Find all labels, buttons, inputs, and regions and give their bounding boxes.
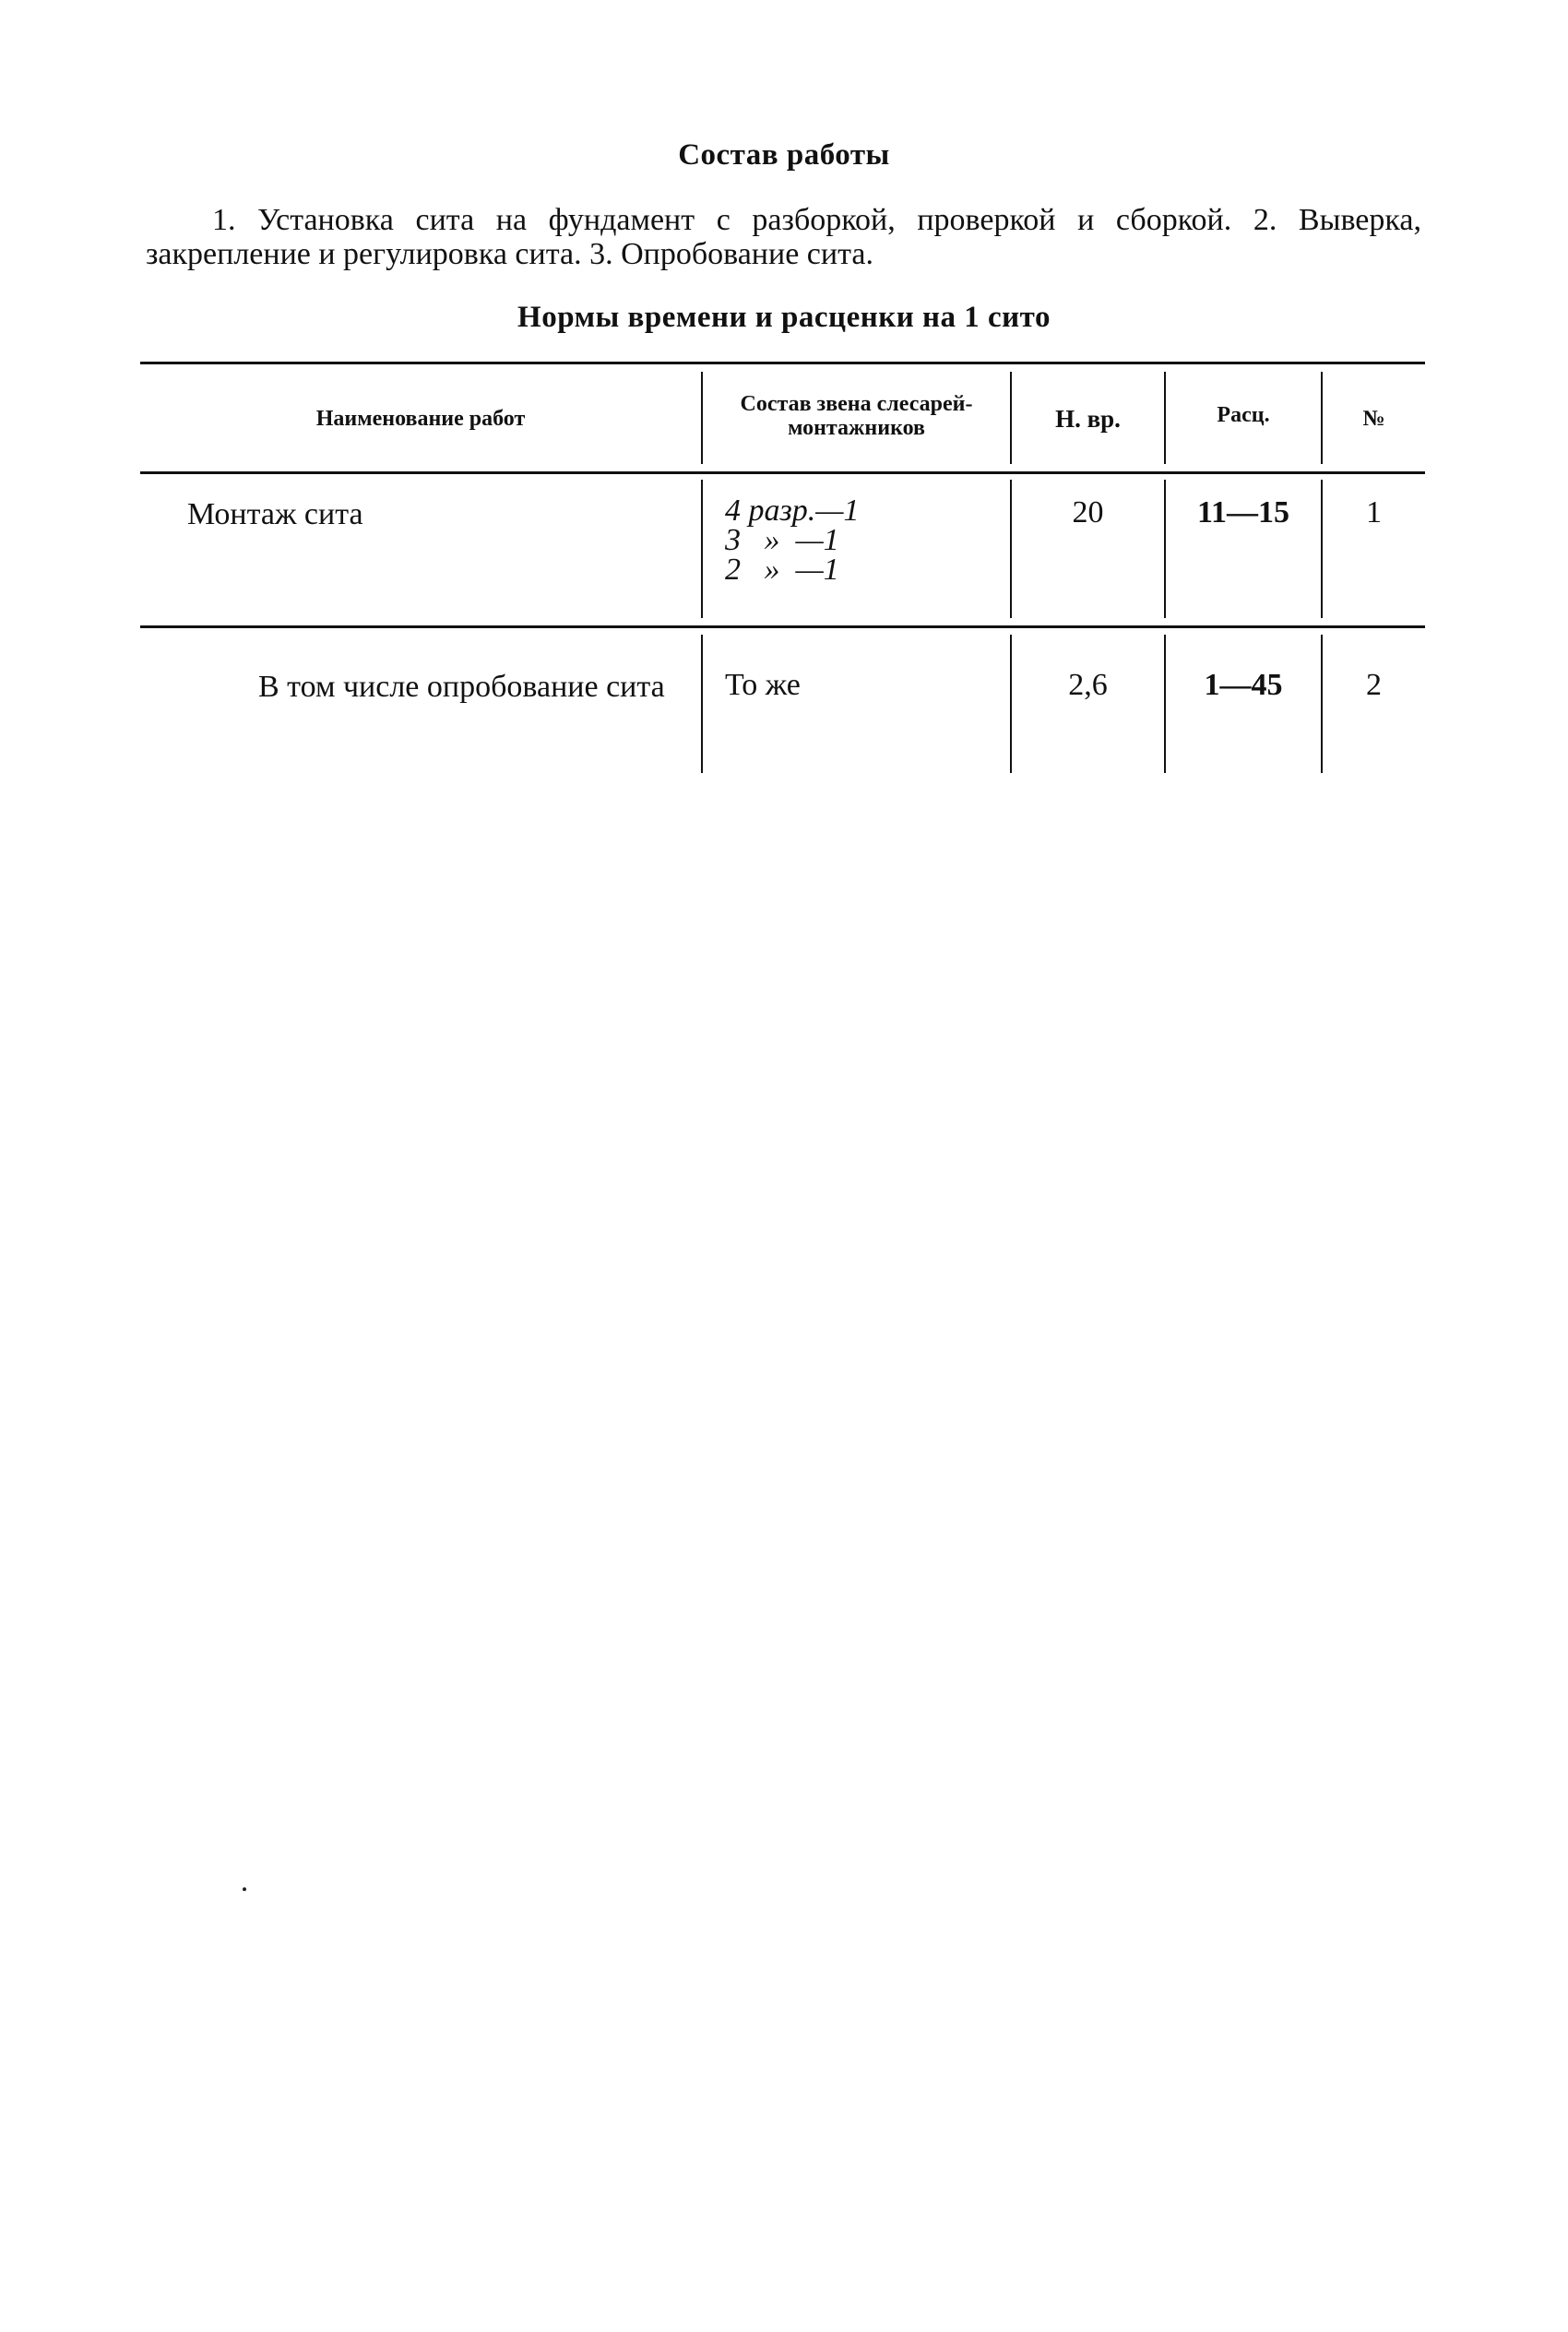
crew-line: 4 разр.—1 <box>725 494 860 528</box>
row-rate: 11—15 <box>1196 495 1290 529</box>
row-crew: То же <box>725 668 801 702</box>
row-crew <box>725 496 860 585</box>
header-time-norm: Н. вр. <box>1055 405 1121 433</box>
header-bottom-rule <box>140 471 1425 474</box>
col-divider <box>701 480 703 618</box>
header-work-name: Наименование работ <box>315 407 526 431</box>
col-divider <box>1010 635 1012 773</box>
crew-line: 3 » —1 <box>725 523 839 557</box>
scan-speck <box>243 1887 246 1891</box>
work-description: 1. Установка сита на фундамент с разборкой, проверкой и сборкой. 2. Выверка, закрепление и регулировка сита. 3. Опробование сита. <box>146 203 1421 271</box>
col-divider <box>1164 635 1166 773</box>
row-number: 2 <box>1366 668 1382 702</box>
crew-line: 2 » —1 <box>725 553 839 587</box>
row-work-name: В том числе опробование сита <box>258 670 665 704</box>
row-number: 1 <box>1366 495 1382 529</box>
col-divider <box>1321 635 1323 773</box>
row-work-name: Монтаж сита <box>187 497 363 531</box>
row-rate: 1—45 <box>1204 668 1283 702</box>
table-title: Нормы времени и расценки на 1 сито <box>517 301 1051 334</box>
header-number: № <box>1362 407 1385 431</box>
row-time-norm: 2,6 <box>1068 668 1108 702</box>
row-time-norm: 20 <box>1072 495 1104 529</box>
section-title: Состав работы <box>678 138 890 172</box>
header-crew: Состав звена слесарей-монтажников <box>740 392 973 440</box>
header-rate: Расц. <box>1217 403 1270 427</box>
table-top-rule <box>140 362 1425 364</box>
col-divider <box>701 635 703 773</box>
row-divider <box>140 625 1425 628</box>
